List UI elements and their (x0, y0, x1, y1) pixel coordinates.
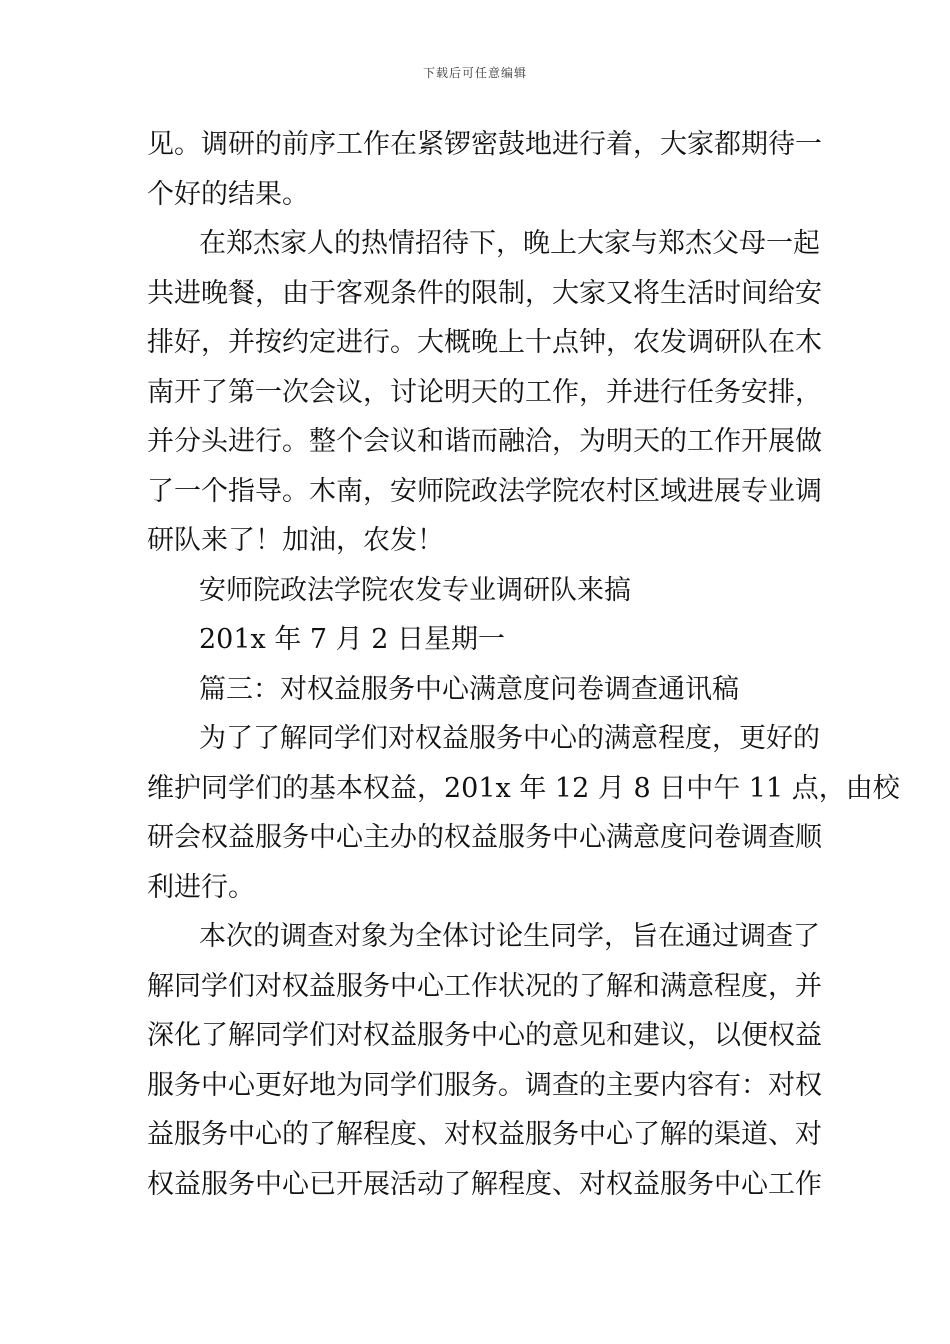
text-line: 南开了第一次会议，讨论明天的工作，并进行任务安排， (147, 376, 822, 408)
text-line: 安师院政法学院农发专业调研队来搞 (199, 574, 631, 606)
text-line: 本次的调查对象为全体讨论生同学，旨在通过调查了 (199, 921, 820, 952)
text-line: 共进晚餐，由于客观条件的限制，大家又将生活时间给安 (147, 277, 822, 309)
text-line: 维护同学们的基本权益，201x 年 12 月 8 日中午 11 点，由校 (147, 772, 900, 804)
text-line: 研队来了！加油，农发！ (147, 525, 444, 556)
section-heading: 篇三：对权益服务中心满意度问卷调查通讯稿 (199, 673, 739, 705)
text-line: 了一个指导。木南，安师院政法学院农村区域进展专业调 (147, 475, 822, 507)
text-line: 为了了解同学们对权益服务中心的满意程度，更好的 (199, 723, 820, 754)
text-line: 解同学们对权益服务中心工作状况的了解和满意程度，并 (147, 970, 822, 1002)
text-line: 深化了解同学们对权益服务中心的意见和建议，以便权益 (147, 1020, 822, 1051)
text-line: 服务中心更好地为同学们服务。调查的主要内容有：对权 (147, 1069, 822, 1101)
text-line: 个好的结果。 (147, 178, 309, 210)
text-line: 见。调研的前序工作在紧锣密鼓地进行着，大家都期待一 (147, 129, 822, 160)
text-line: 排好，并按约定进行。大概晚上十点钟，农发调研队在木 (147, 327, 822, 358)
text-line: 利进行。 (147, 871, 255, 903)
text-line: 研会权益服务中心主办的权益服务中心满意度问卷调查顺 (147, 822, 822, 853)
text-line: 在郑杰家人的热情招待下，晚上大家与郑杰父母一起 (199, 228, 820, 259)
text-line: 权益服务中心已开展活动了解程度、对权益服务中心工作 (147, 1168, 822, 1200)
document-body (147, 120, 900, 1209)
text-line: 并分头进行。整个会议和谐而融洽，为明天的工作开展做 (147, 426, 822, 457)
date-line: 201x 年 7 月 2 日星期一 (199, 624, 506, 655)
text-line: 益服务中心的了解程度、对权益服务中心了解的渠道、对 (147, 1119, 822, 1150)
header-note: 下载后可任意编辑 (422, 66, 527, 80)
